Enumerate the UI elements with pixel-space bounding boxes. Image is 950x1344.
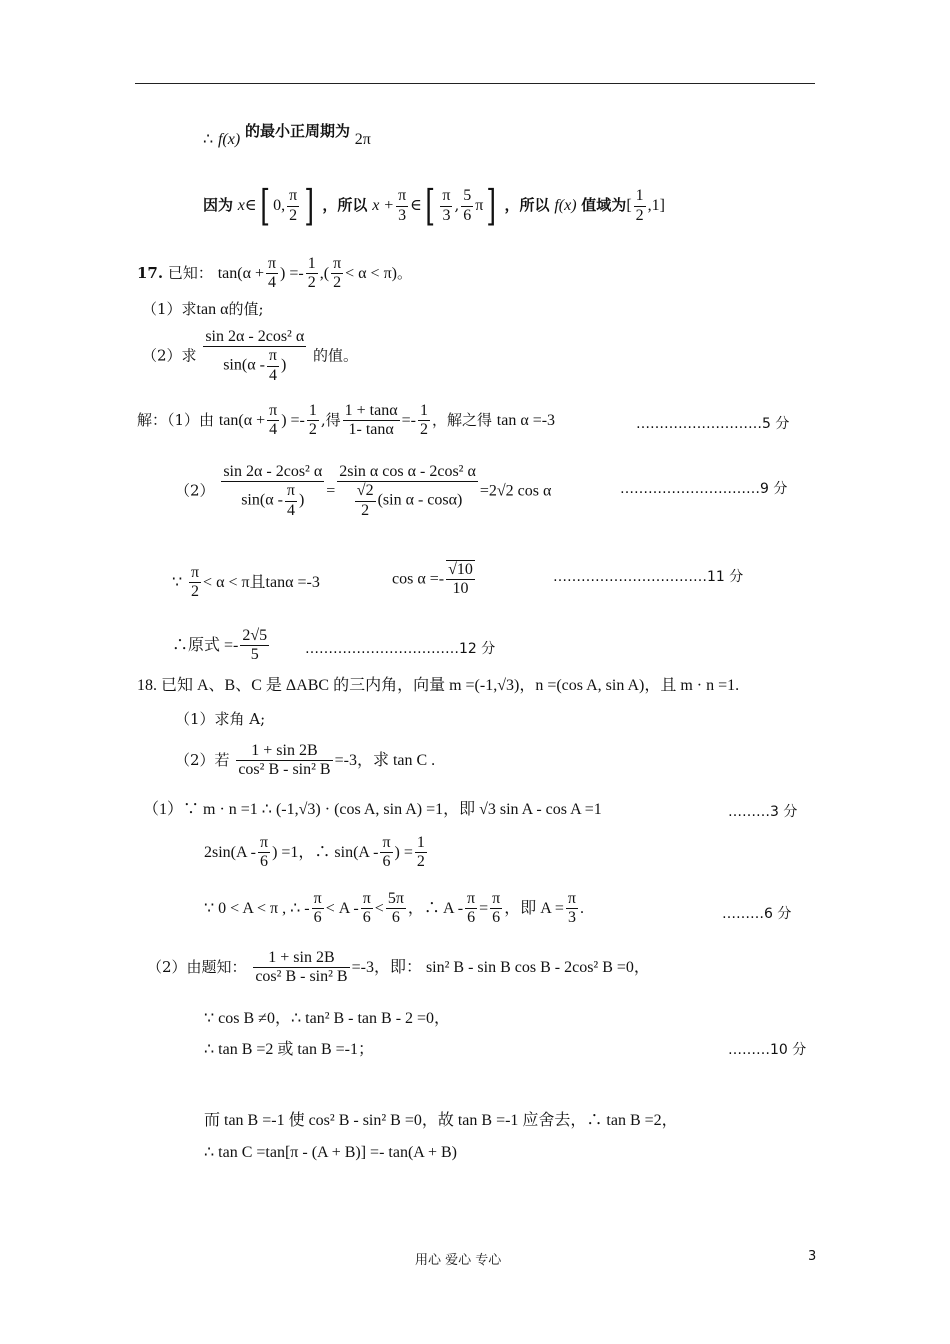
score-5: ………………………5 分 bbox=[636, 416, 790, 432]
q18-sol2-line3: ∴ tan B =2 或 tan B =-1； bbox=[204, 1041, 374, 1058]
period-line: ∴ f(x) 的最小正周期为 2π bbox=[203, 122, 371, 148]
q18-part2: （2）若 $\frac{1 + \sin 2B}{\text{cos² B - sin² B}}$ =-3，求 tan C . bbox=[175, 742, 436, 779]
q17-cos-value: cos α =- $\frac{√10}{10}$ bbox=[392, 561, 473, 598]
q17-solution-2: （2） sin 2α - 2cos² α sin(α - $\frac{\pi}{4}$ ) = 2sin α cos α - 2cos² α $\frac{√2}{2}$ (sin α - cosα) =2√2 cos α bbox=[175, 463, 552, 519]
q18-sol2-line4: 而 tan B =-1 使 cos² B - sin² B =0，故 tan B =-1 应舍去，∴ tan B =2， bbox=[204, 1112, 678, 1129]
q18-sol2-line1: （2）由题知： $\frac{1 + \sin 2B}{\text{cos² B - sin² B}}$ =-3，即： sin² B - sin B cos B - 2cos² B =0， bbox=[147, 949, 650, 986]
q17-part2: （2）求 sin 2α - 2cos² α sin(α - $\frac{\pi}{4}$ ) 的值。 bbox=[142, 328, 359, 384]
score-12: ……………………………12 分 bbox=[305, 641, 496, 657]
q18-sol1-line3: ∵ 0 < A < π , ∴ - $\frac{\pi}{6}$ < A - $\frac{\pi}{6}$ < $\frac{5\pi}{6}$ ，∴ A - $\frac{\pi}{6}$ = $\frac{\pi}{6}$ ，即 A = $\frac{\pi}{3}$ . bbox=[204, 890, 584, 927]
q17-solution-1: 解：（1）由 tan(α + $\frac{\pi}{4}$ ) =- $\frac{1}{2}$ ,得 $\frac{1 + \tan\alpha}{1- \tan\alpha}$ =- $\frac{1}{2}$ ，解之得 tan α =-3 bbox=[137, 402, 556, 439]
range-line: 因为 x∈[ 0, $\frac{\pi}{2}$ ] ，所以 x + $\frac{\pi}{3}$ ∈[ $\frac{\pi}{3}$ , $\frac{5}{6}$ π] ，所以 f(x) 值域为[ $\frac{1}{2}$ ,1] bbox=[203, 181, 665, 230]
q17-result: ∴原式 =- $\frac{2√5}{5}$ bbox=[172, 627, 268, 664]
q18-statement: 18. 已知 A、B、C 是 ΔABC 的三内角，向量 m =(-1,√3)，n =(cos A, sin A)，且 m · n =1. bbox=[137, 677, 740, 694]
q18-part1: （1）求角 A; bbox=[175, 710, 266, 728]
q17-since-line: ∵ $\frac{\pi}{2}$ < α < π且tanα =-3 bbox=[172, 564, 320, 601]
q17-statement: 17. 已知： tan(α + $\frac{\pi}{4}$ ) =- $\frac{1}{2}$ ,( $\frac{\pi}{2}$ < α < π)。 bbox=[137, 255, 412, 292]
score-10: ………10 分 bbox=[728, 1042, 807, 1058]
q18-sol2-line2: ∵ cos B ≠0，∴ tan² B - tan B - 2 =0， bbox=[204, 1010, 451, 1027]
score-9: …………………………9 分 bbox=[620, 481, 788, 497]
score-3: ………3 分 bbox=[728, 804, 798, 820]
footer-text: 用心 爱心 专心 bbox=[415, 1253, 502, 1268]
q18-sol1-line1: （1）∵ m · n =1 ∴ (-1,√3) · (cos A, sin A) =1，即 √3 sin A - cos A =1 bbox=[143, 801, 602, 818]
page-number: 3 bbox=[808, 1249, 817, 1264]
q18-sol2-line5: ∴ tan C =tan[π - (A + B)] =- tan(A + B) bbox=[204, 1144, 457, 1161]
score-11: ……………………………11 分 bbox=[553, 569, 744, 585]
score-6: ………6 分 bbox=[722, 906, 792, 922]
q17-part1: （1）求tan α的值; bbox=[142, 300, 264, 318]
q18-sol1-line2: 2sin(A - $\frac{\pi}{6}$ ) =1，∴ sin(A - $\frac{\pi}{6}$ ) = $\frac{1}{2}$ bbox=[204, 834, 425, 871]
header-rule bbox=[135, 83, 815, 84]
